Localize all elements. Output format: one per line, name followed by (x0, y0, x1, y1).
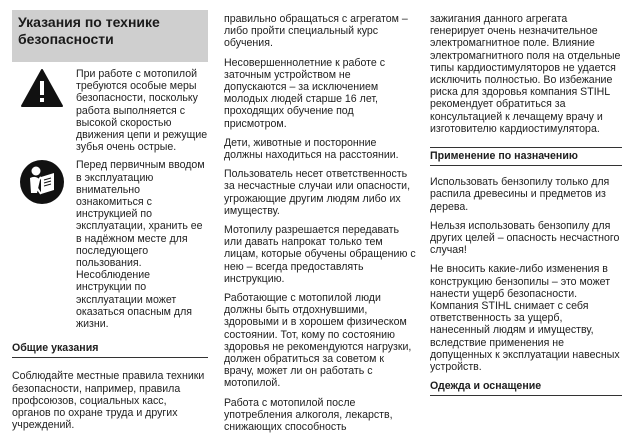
column-2 (224, 13, 416, 440)
page-title: Указания по технике безопасности (18, 14, 160, 47)
general-heading: Общие указания (12, 342, 208, 358)
manual-block (12, 159, 208, 330)
paragraph: Дети, животные и посторонние должны находиться на расстоянии. (224, 136, 399, 162)
read-manual-icon (12, 159, 72, 330)
title-bar (12, 10, 208, 62)
paragraph: Мотопилу разрешается передавать или давать напрокат только тем лицам, которые обучены обращению с нею – всегда предоставлять инструкцию. (224, 224, 416, 285)
usage-paragraph: Использовать бензопилу только для распила древесины и предметов из дерева. (430, 176, 610, 213)
clothing-heading: Одежда и оснащение (430, 380, 622, 396)
column-3 (430, 13, 622, 402)
column-1 (12, 0, 208, 438)
paragraph: правильно обращаться с агрегатом – либо пройти специальный курс обучения. (224, 13, 408, 50)
warning-text: При работе с мотопилой требуются особые меры безопасности, поскольку работа выполняется с высокой скоростью движения цепи и режущие зубья очень острые. (76, 68, 208, 154)
general-paragraph: Соблюдайте местные правила техники безопасности, например, правила профсоюзов, социальных касс, органов по охране труда и других учреждений. (12, 370, 205, 432)
paragraph: Работающие с мотопилой люди должны быть отдохнувшими, здоровыми и в хорошем физическом состоянии. Тот, кому по состоянию здоровья не рекомендуются нагрузки, должен обратиться за советом к врачу, может ли он работать с мотопилой. (224, 292, 412, 390)
usage-heading: Применение по назначению (430, 147, 622, 166)
usage-paragraph: Не вносить какие-либо изменения в конструкцию бензопилы – это может нанести ущерб безопасности. Компания STIHL снимает с себя ответственность за ущерб, нанесенный людям и имуществу, вследствие применения не допущенных к эксплуатации навесных устройств. (430, 263, 620, 374)
intro-paragraph: зажигания данного агрегата генерирует очень незначительное электромагнитное поле. Влияние электромагнитного поля на отдельные типы кардиостимуляторов не удается исключить полностью. Во избежание риска для здоровья компания STIHL рекомендует обратиться за консультацией к лечащему врачу и изготовителю кардиостимулятора. (430, 13, 621, 135)
paragraph: Несовершеннолетние к работе с заточным устройством не допускаются – за исключением молодых людей старше 16 лет, проходящих обучение под присмотром. (224, 56, 386, 130)
manual-text: Перед первичным вводом в эксплуатацию внимательно ознакомиться с инструкцией по эксплуатации, хранить ее в надёжном месте для последующего пользования. Несоблюдение инструкции по эксплуатации может оказаться опасным для жизни. (76, 159, 205, 331)
warning-block (12, 68, 208, 153)
usage-paragraph: Нельзя использовать бензопилу для других целей – опасность несчастного случая! (430, 219, 620, 257)
paragraph: Работа с мотопилой после употребления алкоголя, лекарств, снижающих способность (224, 396, 393, 434)
warning-icon (12, 68, 72, 153)
paragraph: Пользователь несет ответственность за несчастные случаи или опасности, угрожающие другим людям либо их имуществу. (224, 168, 411, 217)
